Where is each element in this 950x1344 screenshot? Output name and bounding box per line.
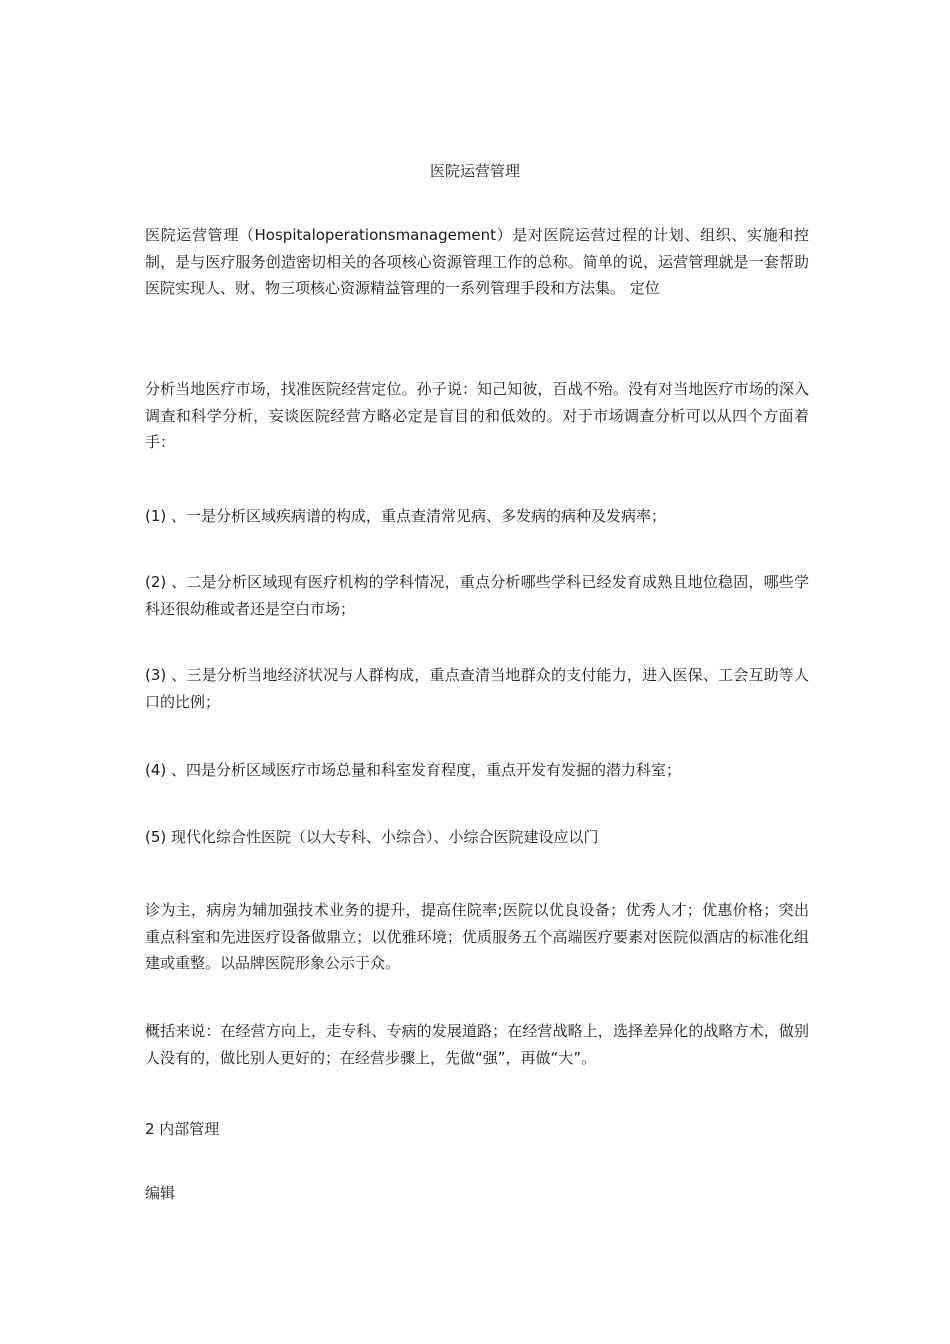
- list-item-5: (5) 现代化综合性医院（以大专科、小综合）、小综合医院建设应以门: [145, 828, 599, 846]
- edit-label: 编辑: [145, 1184, 176, 1202]
- list-item-2: (2) 、二是分析区域现有医疗机构的学科情况，重点分析哪些学科已经发育成熟且地位稳固，哪些学科还很幼稚或者还是空白市场；: [145, 573, 809, 618]
- paragraph-definition: 医院运营管理（Hospitaloperationsmanagement）是对医院运营过程的计划、组织、实施和控制，是与医疗服务创造密切相关的各项核心资源管理工作的总称。简单的说，运营管理就是一套帮助医院实现人、财、物三项核心资源精益管理的一系列管理手段和方法集。 定位: [145, 226, 809, 297]
- list-item-3: (3) 、三是分析当地经济状况与人群构成，重点查清当地群众的支付能力，进入医保、工会互助等人口的比例；: [145, 666, 809, 711]
- section-heading-internal-management: 2 内部管理: [145, 1120, 220, 1138]
- paragraph-summary: 概括来说：在经营方向上，走专科、专病的发展道路；在经营战略上，选择差异化的战略方术，做别人没有的，做比别人更好的；在经营步骤上，先做“强”，再做“大”。: [145, 1022, 809, 1067]
- paragraph-continuation: 诊为主，病房为辅加强技术业务的提升，提高住院率;医院以优良设备；优秀人才；优惠价格；突出重点科室和先进医疗设备做鼎立；以优雅环境；优质服务五个高端医疗要素对医院似酒店的标准化组建或重整。以品牌医院形象公示于众。: [145, 901, 809, 972]
- paragraph-market-analysis: 分析当地医疗市场，找准医院经营定位。孙子说：知己知彼，百战不殆。没有对当地医疗市场的深入调查和科学分析，妄谈医院经营方略必定是盲目的和低效的。对于市场调查分析可以从四个方面着手：: [145, 380, 809, 451]
- list-item-4: (4) 、四是分析区域医疗市场总量和科室发育程度，重点开发有发掘的潜力科室；: [145, 761, 682, 779]
- document-title: 医院运营管理: [429, 162, 520, 180]
- list-item-1: (1) 、一是分析区域疾病谱的构成，重点查清常见病、多发病的病种及发病率；: [145, 507, 667, 525]
